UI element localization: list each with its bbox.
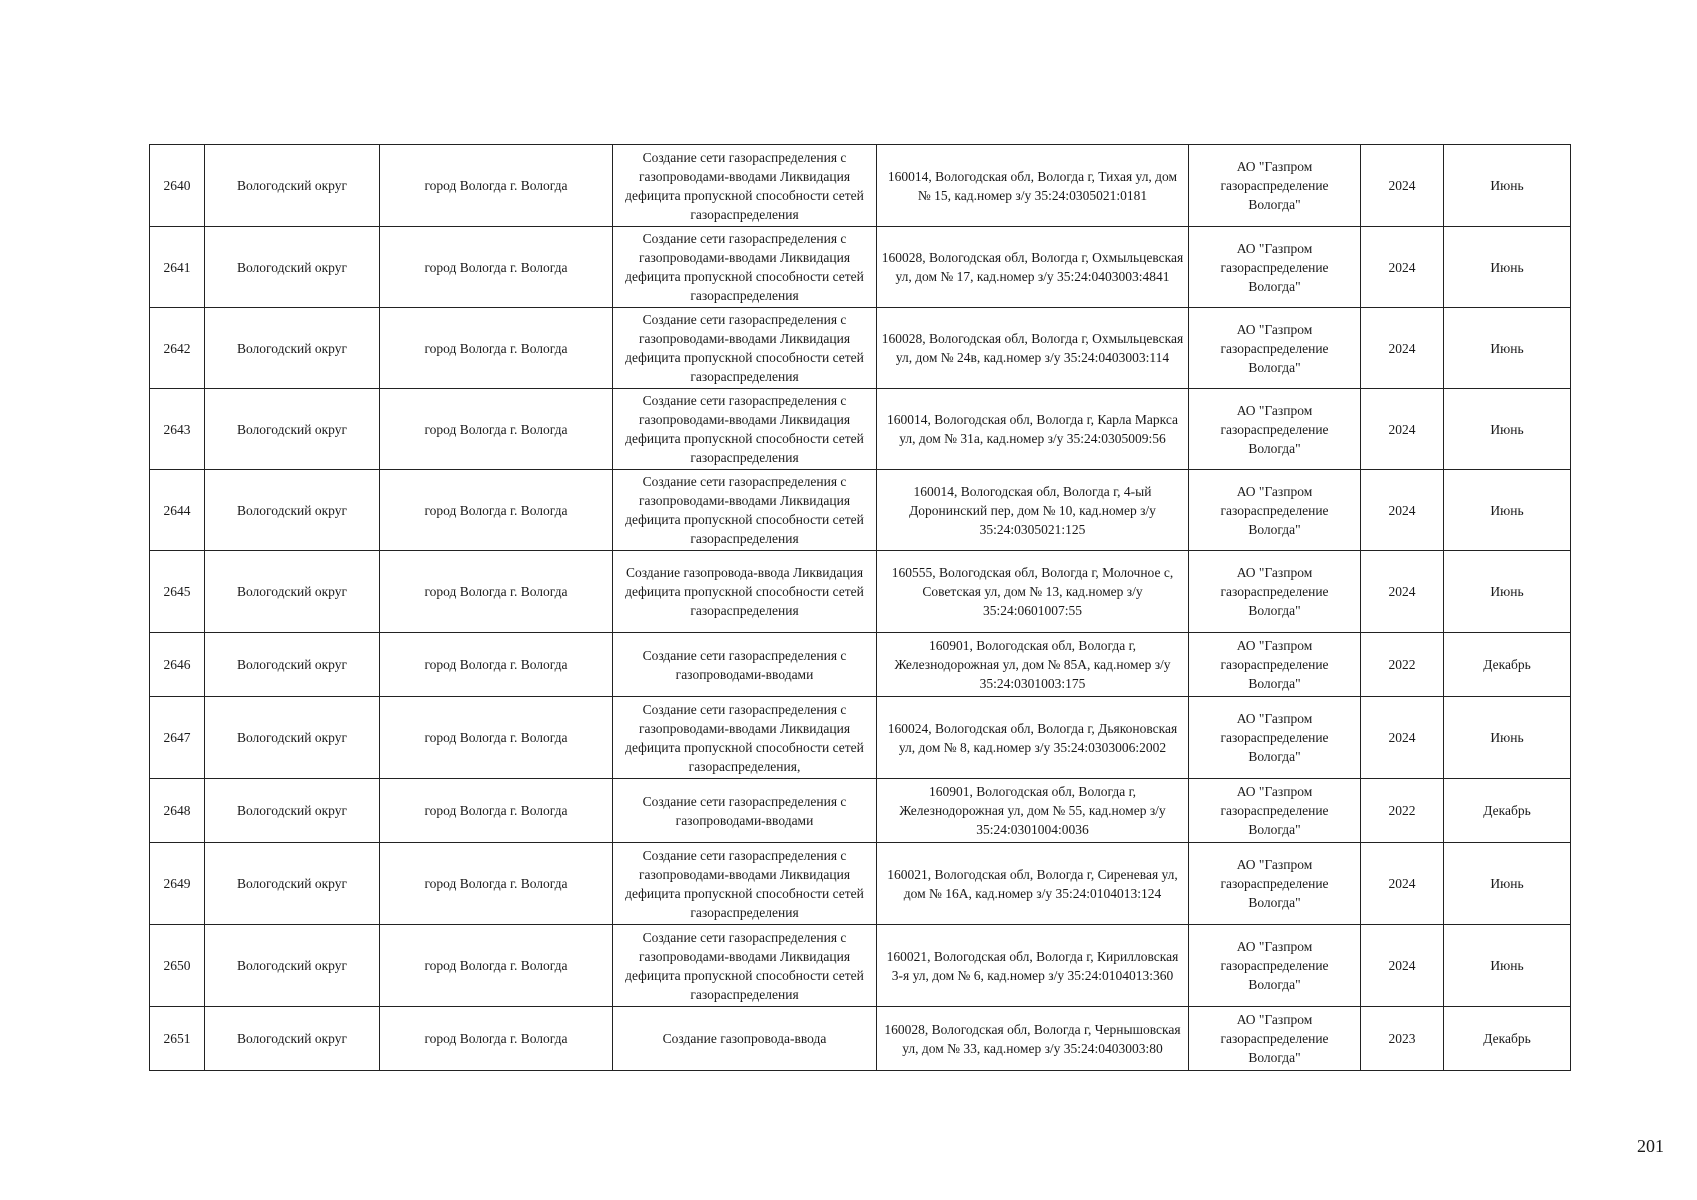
address-cell: 160901, Вологодская обл, Вологда г, Железнодорожная ул, дом № 55, кад.номер з/у 35:24:0301004:0036 bbox=[877, 779, 1189, 843]
description-cell: Создание сети газораспределения с газопроводами-вводами Ликвидация дефицита пропускной способности сетей газораспределения bbox=[613, 925, 877, 1007]
address-cell: 160024, Вологодская обл, Вологда г, Дьяконовская ул, дом № 8, кад.номер з/у 35:24:0303006:2002 bbox=[877, 697, 1189, 779]
district-cell: Вологодский округ bbox=[205, 633, 380, 697]
year-cell: 2022 bbox=[1361, 779, 1444, 843]
page-number: 201 bbox=[1637, 1136, 1664, 1156]
year-cell: 2024 bbox=[1361, 227, 1444, 308]
row-number-cell: 2642 bbox=[150, 308, 205, 389]
locality-cell: город Вологда г. Вологда bbox=[380, 697, 613, 779]
row-number-cell: 2643 bbox=[150, 389, 205, 470]
address-cell: 160014, Вологодская обл, Вологда г, Карла Маркса ул, дом № 31а, кад.номер з/у 35:24:0305009:56 bbox=[877, 389, 1189, 470]
locality-cell: город Вологда г. Вологда bbox=[380, 551, 613, 633]
row-number-cell: 2647 bbox=[150, 697, 205, 779]
month-cell: Июнь bbox=[1444, 145, 1571, 227]
year-cell: 2024 bbox=[1361, 470, 1444, 551]
year-cell: 2024 bbox=[1361, 925, 1444, 1007]
table-row bbox=[150, 843, 1571, 925]
year-cell: 2022 bbox=[1361, 633, 1444, 697]
organization-cell: АО "Газпром газораспределение Вологда" bbox=[1189, 227, 1361, 308]
year-cell: 2024 bbox=[1361, 843, 1444, 925]
month-cell: Июнь bbox=[1444, 551, 1571, 633]
table-row bbox=[150, 697, 1571, 779]
month-cell: Июнь bbox=[1444, 843, 1571, 925]
month-cell: Июнь bbox=[1444, 308, 1571, 389]
address-cell: 160014, Вологодская обл, Вологда г, 4-ый Доронинский пер, дом № 10, кад.номер з/у 35:24:0305021:125 bbox=[877, 470, 1189, 551]
organization-cell: АО "Газпром газораспределение Вологда" bbox=[1189, 389, 1361, 470]
organization-cell: АО "Газпром газораспределение Вологда" bbox=[1189, 1007, 1361, 1071]
address-cell: 160028, Вологодская обл, Вологда г, Чернышовская ул, дом № 33, кад.номер з/у 35:24:0403003:80 bbox=[877, 1007, 1189, 1071]
row-number-cell: 2645 bbox=[150, 551, 205, 633]
address-cell: 160021, Вологодская обл, Вологда г, Кирилловская 3-я ул, дом № 6, кад.номер з/у 35:24:0104013:360 bbox=[877, 925, 1189, 1007]
district-cell: Вологодский округ bbox=[205, 145, 380, 227]
month-cell: Декабрь bbox=[1444, 1007, 1571, 1071]
row-number-cell: 2651 bbox=[150, 1007, 205, 1071]
organization-cell: АО "Газпром газораспределение Вологда" bbox=[1189, 843, 1361, 925]
district-cell: Вологодский округ bbox=[205, 779, 380, 843]
table-row bbox=[150, 227, 1571, 308]
address-cell: 160028, Вологодская обл, Вологда г, Охмыльцевская ул, дом № 24в, кад.номер з/у 35:24:0403003:114 bbox=[877, 308, 1189, 389]
locality-cell: город Вологда г. Вологда bbox=[380, 633, 613, 697]
district-cell: Вологодский округ bbox=[205, 227, 380, 308]
description-cell: Создание газопровода-ввода Ликвидация дефицита пропускной способности сетей газораспределения bbox=[613, 551, 877, 633]
year-cell: 2024 bbox=[1361, 308, 1444, 389]
description-cell: Создание сети газораспределения с газопроводами-вводами Ликвидация дефицита пропускной способности сетей газораспределения bbox=[613, 227, 877, 308]
row-number-cell: 2648 bbox=[150, 779, 205, 843]
table-row bbox=[150, 1007, 1571, 1071]
organization-cell: АО "Газпром газораспределение Вологда" bbox=[1189, 779, 1361, 843]
locality-cell: город Вологда г. Вологда bbox=[380, 308, 613, 389]
district-cell: Вологодский округ bbox=[205, 470, 380, 551]
year-cell: 2024 bbox=[1361, 389, 1444, 470]
table-row bbox=[150, 779, 1571, 843]
organization-cell: АО "Газпром газораспределение Вологда" bbox=[1189, 308, 1361, 389]
month-cell: Июнь bbox=[1444, 227, 1571, 308]
district-cell: Вологодский округ bbox=[205, 1007, 380, 1071]
organization-cell: АО "Газпром газораспределение Вологда" bbox=[1189, 145, 1361, 227]
month-cell: Декабрь bbox=[1444, 779, 1571, 843]
district-cell: Вологодский округ bbox=[205, 389, 380, 470]
table-row bbox=[150, 633, 1571, 697]
table-row bbox=[150, 925, 1571, 1007]
organization-cell: АО "Газпром газораспределение Вологда" bbox=[1189, 925, 1361, 1007]
table-row bbox=[150, 308, 1571, 389]
locality-cell: город Вологда г. Вологда bbox=[380, 389, 613, 470]
year-cell: 2024 bbox=[1361, 697, 1444, 779]
district-cell: Вологодский округ bbox=[205, 551, 380, 633]
row-number-cell: 2644 bbox=[150, 470, 205, 551]
table-row bbox=[150, 145, 1571, 227]
organization-cell: АО "Газпром газораспределение Вологда" bbox=[1189, 697, 1361, 779]
locality-cell: город Вологда г. Вологда bbox=[380, 779, 613, 843]
year-cell: 2023 bbox=[1361, 1007, 1444, 1071]
month-cell: Июнь bbox=[1444, 389, 1571, 470]
address-cell: 160028, Вологодская обл, Вологда г, Охмыльцевская ул, дом № 17, кад.номер з/у 35:24:0403003:4841 bbox=[877, 227, 1189, 308]
description-cell: Создание сети газораспределения с газопроводами-вводами Ликвидация дефицита пропускной способности сетей газораспределения bbox=[613, 145, 877, 227]
table-row bbox=[150, 389, 1571, 470]
district-cell: Вологодский округ bbox=[205, 697, 380, 779]
district-cell: Вологодский округ bbox=[205, 925, 380, 1007]
year-cell: 2024 bbox=[1361, 551, 1444, 633]
district-cell: Вологодский округ bbox=[205, 843, 380, 925]
row-number-cell: 2650 bbox=[150, 925, 205, 1007]
table-body bbox=[150, 145, 1571, 1071]
row-number-cell: 2640 bbox=[150, 145, 205, 227]
month-cell: Декабрь bbox=[1444, 633, 1571, 697]
description-cell: Создание сети газораспределения с газопроводами-вводами bbox=[613, 633, 877, 697]
table-row bbox=[150, 551, 1571, 633]
locality-cell: город Вологда г. Вологда bbox=[380, 227, 613, 308]
organization-cell: АО "Газпром газораспределение Вологда" bbox=[1189, 470, 1361, 551]
organization-cell: АО "Газпром газораспределение Вологда" bbox=[1189, 551, 1361, 633]
description-cell: Создание сети газораспределения с газопроводами-вводами Ликвидация дефицита пропускной способности сетей газораспределения, bbox=[613, 697, 877, 779]
gas-distribution-table bbox=[149, 144, 1571, 1071]
description-cell: Создание сети газораспределения с газопроводами-вводами Ликвидация дефицита пропускной способности сетей газораспределения bbox=[613, 308, 877, 389]
description-cell: Создание газопровода-ввода bbox=[613, 1007, 877, 1071]
address-cell: 160555, Вологодская обл, Вологда г, Молочное с, Советская ул, дом № 13, кад.номер з/у 35:24:0601007:55 bbox=[877, 551, 1189, 633]
description-cell: Создание сети газораспределения с газопроводами-вводами bbox=[613, 779, 877, 843]
locality-cell: город Вологда г. Вологда bbox=[380, 843, 613, 925]
row-number-cell: 2641 bbox=[150, 227, 205, 308]
district-cell: Вологодский округ bbox=[205, 308, 380, 389]
month-cell: Июнь bbox=[1444, 470, 1571, 551]
organization-cell: АО "Газпром газораспределение Вологда" bbox=[1189, 633, 1361, 697]
table-row bbox=[150, 470, 1571, 551]
description-cell: Создание сети газораспределения с газопроводами-вводами Ликвидация дефицита пропускной способности сетей газораспределения bbox=[613, 470, 877, 551]
row-number-cell: 2646 bbox=[150, 633, 205, 697]
month-cell: Июнь bbox=[1444, 697, 1571, 779]
year-cell: 2024 bbox=[1361, 145, 1444, 227]
locality-cell: город Вологда г. Вологда bbox=[380, 145, 613, 227]
address-cell: 160014, Вологодская обл, Вологда г, Тихая ул, дом № 15, кад.номер з/у 35:24:0305021:0181 bbox=[877, 145, 1189, 227]
description-cell: Создание сети газораспределения с газопроводами-вводами Ликвидация дефицита пропускной способности сетей газораспределения bbox=[613, 389, 877, 470]
locality-cell: город Вологда г. Вологда bbox=[380, 925, 613, 1007]
address-cell: 160901, Вологодская обл, Вологда г, Железнодорожная ул, дом № 85А, кад.номер з/у 35:24:0301003:175 bbox=[877, 633, 1189, 697]
locality-cell: город Вологда г. Вологда bbox=[380, 1007, 613, 1071]
address-cell: 160021, Вологодская обл, Вологда г, Сиреневая ул, дом № 16А, кад.номер з/у 35:24:0104013:124 bbox=[877, 843, 1189, 925]
row-number-cell: 2649 bbox=[150, 843, 205, 925]
description-cell: Создание сети газораспределения с газопроводами-вводами Ликвидация дефицита пропускной способности сетей газораспределения bbox=[613, 843, 877, 925]
locality-cell: город Вологда г. Вологда bbox=[380, 470, 613, 551]
month-cell: Июнь bbox=[1444, 925, 1571, 1007]
